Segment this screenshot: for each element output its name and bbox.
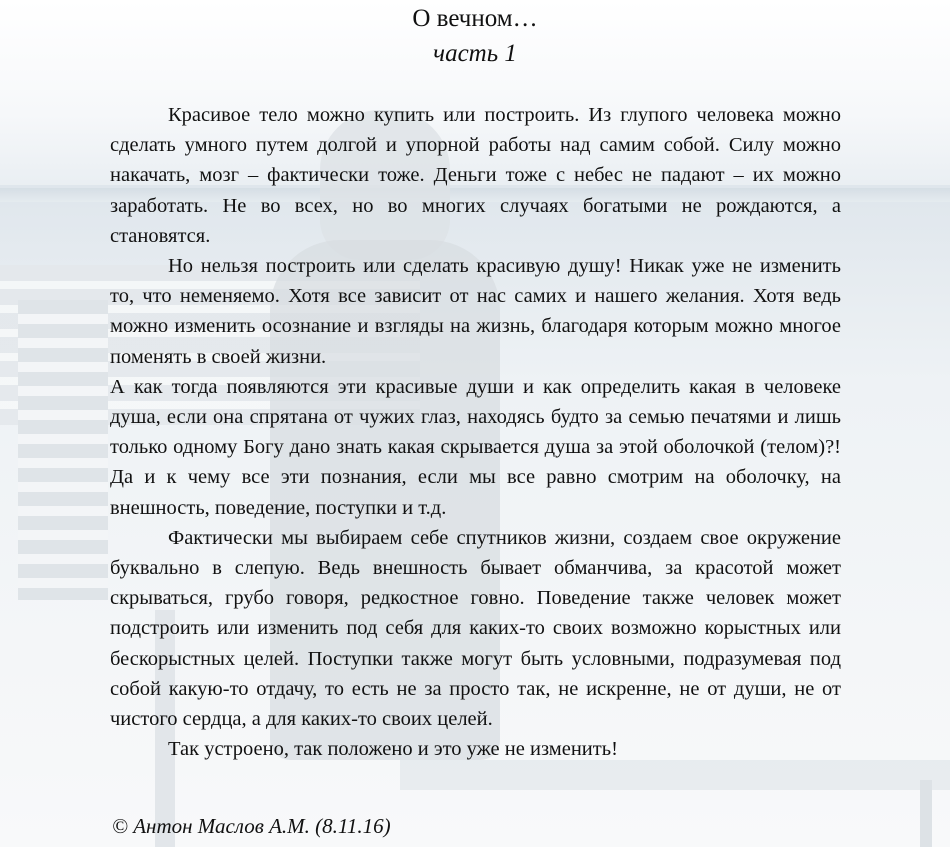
paragraph-2: Но нельзя построить или сделать красивую душу! Никак уже не изменить то, что неменяемо. Хотя все зависит от нас самих и нашего желания. Хотя ведь можно изменить осознание и взгляды на жизнь, благодаря которым можно многое поменять в своей жизни.: [110, 255, 841, 368]
paragraph-1: Красивое тело можно купить или построить. Из глупого человека можно сделать умного путем долгой и упорной работы над самим собой. Силу можно накачать, мозг – фактически тоже. Деньги тоже с небес не падают – их можно заработать. Не во всех, но во многих случаях богатыми не рождаются, а становятся.: [110, 104, 841, 247]
document-subtitle: часть 1: [433, 40, 517, 67]
author-signature: © Антон Маслов А.М. (8.11.16): [112, 814, 391, 838]
paragraph-5: Так устроено, так положено и это уже не изменить!: [168, 738, 618, 761]
document-body: [110, 100, 841, 764]
paragraph-3: А как тогда появляются эти красивые души и как определить какая в человеке душа, если она спрятана от чужих глаз, находясь будто за семью печатями и лишь только одному Богу дано знать какая скрывается душа за этой оболочкой (телом)?! Да и к чему все эти познания, если мы все равно смотрим на оболочку, на внешность, поведение, поступки и т.д.: [110, 375, 841, 519]
paragraph-4: Фактически мы выбираем себе спутников жизни, создаем свое окружение буквально в слепую. Ведь внешность бывает обманчива, за красотой может скрываться, грубо говоря, редкостное говно. Поведение также человек может подстроить или изменить под себя для каких-то своих возможно корыстных или бескорыстных целей. Поступки также могут быть условными, подразумевая под собой какую-то отдачу, то есть не за просто так, не искренне, не от души, не от чистого сердца, а для каких-то своих целей.: [110, 526, 841, 731]
document-title: О вечном…: [412, 5, 538, 32]
